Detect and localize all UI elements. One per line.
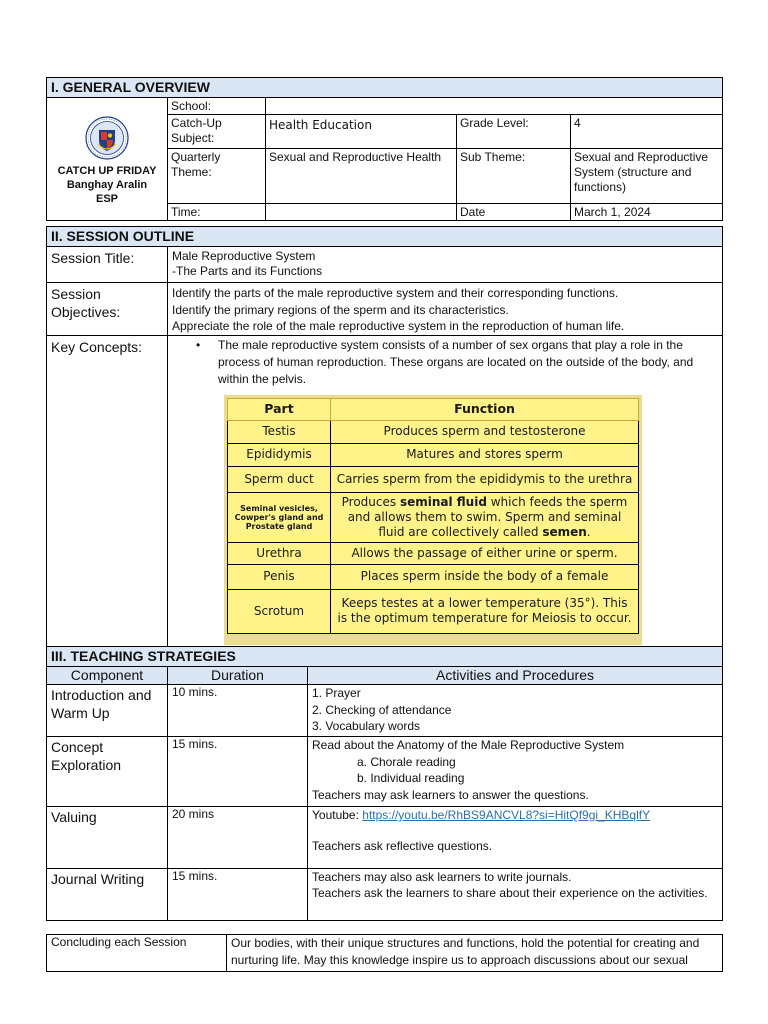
activity-line: Read about the Anatomy of the Male Reproductive System [312,738,625,752]
session-outline-table [46,226,723,652]
function-cell [331,492,639,542]
activities-cell [308,869,723,921]
quarterly-theme-label: Quarterly Theme: [168,149,266,204]
function-cell: Produces sperm and testosterone [331,420,639,443]
function-column-header: Function [331,398,639,420]
function-cell: Keeps testes at a lower temperature (35°). This is the optimum temperature for Meiosis to occur. [331,589,639,633]
activities-column-header: Activities and Procedures [308,667,723,685]
section-heading-strategies: III. TEACHING STRATEGIES [47,647,723,667]
part-column-header: Part [228,398,331,420]
activities-cell [308,737,723,807]
school-value [266,98,723,115]
concluding-label: Concluding each Session [47,935,227,972]
activity-line: Teachers may ask learners to answer the questions. [312,787,589,802]
part-cell: Penis [228,564,331,589]
sub-theme-label: Sub Theme: [457,149,571,204]
activity-line: Teachers may also ask learners to write journals. [312,870,572,884]
part-function-figure [224,395,642,645]
activity-line: Teachers ask reflective questions. [312,839,493,853]
section-heading-overview: I. GENERAL OVERVIEW [47,78,723,98]
function-cell: Matures and stores sperm [331,443,639,466]
general-overview-table [46,77,723,221]
activity-line: 1. Prayer [312,686,361,700]
function-text: . [586,524,591,539]
grade-value: 4 [571,115,723,149]
function-cell: Allows the passage of either urine or sperm. [331,542,639,564]
key-concepts-label: Key Concepts: [47,335,168,651]
time-value [266,204,457,221]
part-cell: Urethra [228,542,331,564]
function-text-bold: seminal fluid [399,494,487,509]
objective-item: Identify the primary regions of the sperm and its characteristics. [172,302,509,317]
brand-line-1: CATCH UP FRIDAY [57,165,157,177]
school-label: School: [168,98,266,115]
session-title-line-1: Male Reproductive System [172,249,316,263]
subject-label: Catch-Up Subject: [168,115,266,149]
part-cell: Scrotum [228,589,331,633]
activities-cell [308,807,723,869]
function-text-bold: semen [542,524,587,539]
youtube-link[interactable]: https://youtu.be/RhBS9ANCVL8?si=HitQf9gi_KHBqlfY [362,808,651,822]
teaching-strategies-table [46,646,723,921]
time-label: Time: [168,204,266,221]
session-objectives-label: Session Objectives: [47,283,168,336]
part-cell: Sperm duct [228,466,331,492]
date-value: March 1, 2024 [571,204,723,221]
youtube-line [312,807,718,823]
deped-seal-icon [85,116,129,160]
quarterly-theme-value: Sexual and Reproductive Health [266,149,457,204]
key-concepts-cell [168,335,723,651]
duration-cell: 20 mins [168,807,308,869]
part-cell: Testis [228,420,331,443]
concluding-text: Our bodies, with their unique structures and functions, hold the potential for creating and nurturing life. May this knowledge inspire us to approach discussions about our sexual [227,935,723,972]
function-cell: Places sperm inside the body of a female [331,564,639,589]
function-cell: Carries sperm from the epididymis to the urethra [331,466,639,492]
component-column-header: Component [47,667,168,685]
section-heading-session: II. SESSION OUTLINE [47,227,723,247]
brand-line-2: Banghay Aralin [66,179,148,191]
function-text: which feeds the sperm and allows them to swim. Sperm and seminal fluid are collectively called [347,494,628,539]
sub-theme-value: Sexual and Reproductive System (structure and functions) [571,149,723,204]
objective-item: Appreciate the role of the male reproductive system in the reproduction of human life. [172,319,625,333]
brand-line-3: ESP [95,193,118,205]
session-title-line-2: -The Parts and its Functions [172,264,323,278]
session-title-label: Session Title: [47,247,168,283]
objective-item: Identify the parts of the male reproductive system and their corresponding functions. [172,286,619,300]
activity-sub-line: a. Chorale reading [357,754,456,769]
date-label: Date [457,204,571,221]
component-cell: Valuing [47,807,168,869]
duration-cell: 15 mins. [168,737,308,807]
component-cell: Journal Writing [47,869,168,921]
subject-value: Health Education [266,115,457,149]
session-title-cell [168,247,723,283]
key-concept-item: • The male reproductive system consists of a number of sex organs that play a role in the process of human reproduction. These organs are located on the outside of the body, and within the pelvis. [218,337,718,388]
activity-line: Teachers ask the learners to share about their experience on the activities. [312,886,708,900]
duration-column-header: Duration [168,667,308,685]
function-text: Produces [341,494,400,509]
school-brand-cell [47,98,168,221]
duration-cell: 15 mins. [168,869,308,921]
duration-cell: 10 mins. [168,685,308,737]
part-cell: Seminal vesicles, Cowper's gland and Prostate gland [228,492,331,542]
concluding-table [46,934,723,972]
activity-sub-line: b. Individual reading [357,771,465,785]
activity-line: 2. Checking of attendance [312,702,452,717]
grade-label: Grade Level: [457,115,571,149]
session-objectives-cell [168,283,723,336]
youtube-label: Youtube: [312,808,363,822]
part-function-table [227,398,639,634]
component-cell: Introduction and Warm Up [47,685,168,737]
component-cell: Concept Exploration [47,737,168,807]
part-cell: Epididymis [228,443,331,466]
activity-line: 3. Vocabulary words [312,719,421,733]
activities-cell [308,685,723,737]
key-concepts-list [172,337,718,388]
